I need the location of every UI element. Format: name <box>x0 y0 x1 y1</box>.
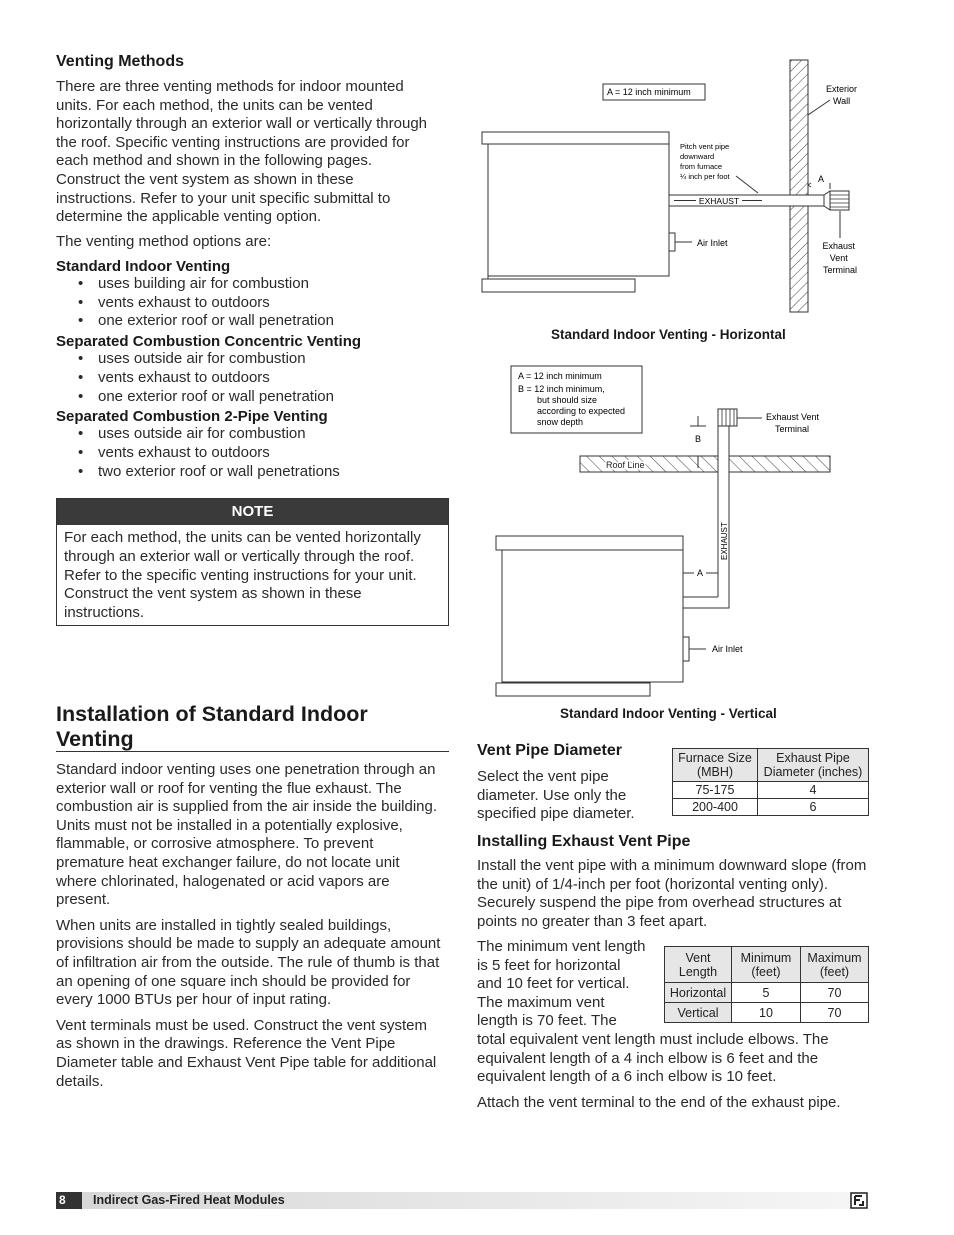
method-title: Standard Indoor Venting <box>56 258 231 275</box>
method-bullet: • two exterior roof or wall penetrations <box>56 463 451 482</box>
method-bullet: • uses outside air for combustion <box>56 425 451 444</box>
text-line: The maximum vent <box>477 993 605 1011</box>
exhaust-vent-pipe-p3: Attach the vent terminal to the end of the exhaust pipe. <box>477 1094 841 1111</box>
horizontal-caption: Standard Indoor Venting - Horizontal <box>551 327 786 342</box>
table-header: Minimum (feet) <box>732 947 801 983</box>
table-header: Vent Length <box>665 947 732 983</box>
table-cell: 200-400 <box>673 799 758 816</box>
footer-title: Indirect Gas-Fired Heat Modules <box>93 1193 285 1207</box>
table-header: Furnace Size (MBH) <box>673 749 758 782</box>
table-header: Maximum (feet) <box>801 947 869 983</box>
note-box <box>56 498 449 626</box>
method-bullet: • vents exhaust to outdoors <box>56 444 451 463</box>
furnace-body <box>502 550 683 682</box>
callout-text: A = 12 inch minimum B = 12 inch minimum, but should size according to expected snow depth <box>518 371 626 427</box>
venting-methods-heading: Venting Methods <box>56 53 184 70</box>
exhaust-pipe <box>718 426 729 608</box>
terminal-label: Exhaust Vent Terminal <box>822 241 858 275</box>
exhaust-vent-pipe-p2-lines <box>477 938 662 1031</box>
installation-heading: Installation of Standard Indoor Venting <box>56 702 368 751</box>
exhaust-label: EXHAUST <box>698 196 740 206</box>
table-row <box>673 799 869 816</box>
roof-line-label: Roof Line <box>606 460 645 470</box>
table-cell: 70 <box>801 1003 869 1023</box>
vent-length-table <box>664 946 869 1023</box>
exhaust-label: EXHAUST <box>720 522 729 560</box>
vent-pipe-diameter-text: Select the vent pipe diameter. Use only the specified pipe diameter. <box>477 768 635 823</box>
air-inlet-label: Air Inlet <box>697 238 728 248</box>
furnace-top <box>482 132 669 144</box>
method-bullet: • one exterior roof or wall penetration <box>56 312 451 331</box>
air-inlet-label: Air Inlet <box>712 644 743 654</box>
table-cell: 6 <box>758 799 869 816</box>
pitch-note: Pitch vent pipe downward from furnace ¼ inch per foot <box>680 142 730 181</box>
method-bullet: • vents exhaust to outdoors <box>56 369 451 388</box>
dim-a-label: A <box>818 174 825 184</box>
table-cell: 10 <box>732 1003 801 1023</box>
table-cell: 4 <box>758 782 869 799</box>
exhaust-vent-pipe-p1: Install the vent pipe with a minimum downward slope (from the unit) of 1/4-inch per foot (horizontal venting only). Securely suspend the pipe from overhead structures at points no greater than 3 feet apart. <box>477 857 867 930</box>
text-line: The minimum vent length <box>477 938 646 955</box>
method-bullet: • uses outside air for combustion <box>56 350 451 369</box>
vertical-caption: Standard Indoor Venting - Vertical <box>560 706 777 721</box>
table-row <box>665 983 869 1003</box>
table-header-row <box>673 749 869 782</box>
dim-b-label: B <box>695 434 702 444</box>
furnace-base <box>496 683 650 696</box>
method-bullet: • one exterior roof or wall penetration <box>56 388 451 407</box>
dim-a-label: A <box>697 568 704 578</box>
vertical-venting-diagram <box>490 360 850 705</box>
table-header: Exhaust Pipe Diameter (inches) <box>758 749 869 782</box>
page-number: 8 <box>56 1192 82 1209</box>
note-text: For each method, the units can be vented horizontally through an exterior wall or vertically through the roof. Refer to the specific venting instructions for your unit. Construct the vent system as shown in these instructions. <box>64 529 421 622</box>
installation-body <box>56 761 443 1091</box>
horizontal-venting-diagram <box>470 55 890 325</box>
furnace-base <box>482 279 635 292</box>
table-cell: 75-175 <box>673 782 758 799</box>
venting-methods-intro: There are three venting methods for indoor mounted units. For each method, the units can be vented horizontally through an exterior wall or vertically through the roof. Specific venting instructions are provided for each method and shown in the following pages. Construct the vent system as shown in these instructions. Refer to your unit specific submittal to determine the applicable venting option. <box>56 78 428 226</box>
table-row <box>673 782 869 799</box>
table-header-row <box>665 947 869 983</box>
method-bullet: • uses building air for combustion <box>56 275 451 294</box>
text-line: is 5 feet for horizontal <box>477 956 621 974</box>
installation-paragraph: Standard indoor venting uses one penetration through an exterior wall or roof for venting the flue exhaust. The combustion air is supplied from the air inside the building. Units must not be installed in a potentially explosive, flammable, or corrosive atmosphere. To prevent premature heat exchanger failure, do not locate unit where chlorinated, halogenated or acid vapors are present. <box>56 761 438 909</box>
brand-logo-icon <box>850 1192 868 1209</box>
furnace-body <box>488 144 669 276</box>
furnace-top <box>496 536 683 550</box>
table-cell: 5 <box>732 983 801 1003</box>
table-cell: Horizontal <box>665 983 732 1003</box>
exterior-wall-label: Exterior Wall <box>826 84 858 106</box>
exhaust-vent-pipe-p2-rest: total equivalent vent length must include elbows. The equivalent length of a 4 inch elbow is 6 feet and the equivalent length of a 6 inch elbow is 10 feet. <box>477 1031 829 1086</box>
method-bullet: • vents exhaust to outdoors <box>56 294 451 313</box>
installation-paragraph: When units are installed in tightly sealed buildings, provisions should be made to supply an adequate amount of infiltration air from the outside. The rule of thumb is that an opening of one square inch should be provided for every 1000 BTUs per hour of input rating. <box>56 916 441 1009</box>
vent-pipe-diameter-table <box>672 748 869 816</box>
exhaust-vent-pipe-heading: Installing Exhaust Vent Pipe <box>477 833 691 850</box>
table-cell: 70 <box>801 983 869 1003</box>
venting-method-list <box>56 258 451 481</box>
terminal-label: Exhaust Vent Terminal <box>766 412 820 434</box>
venting-options-intro: The venting method options are: <box>56 233 272 250</box>
text-line: and 10 feet for vertical. <box>477 975 630 993</box>
exterior-wall <box>790 60 808 312</box>
table-row <box>665 1003 869 1023</box>
method-title: Separated Combustion Concentric Venting <box>56 333 362 351</box>
text-line: length is 70 feet. The <box>477 1012 617 1030</box>
vent-pipe-diameter-heading: Vent Pipe Diameter <box>477 742 622 759</box>
installation-paragraph: Vent terminals must be used. Construct the vent system as shown in the drawings. Reference the Vent Pipe Diameter table and Exhaust Vent Pipe table for additional details. <box>56 1016 437 1090</box>
callout-text: A = 12 inch minimum <box>607 87 691 97</box>
heading-rule <box>56 751 449 752</box>
note-heading: NOTE <box>57 499 448 525</box>
table-cell: Vertical <box>665 1003 732 1023</box>
method-title: Separated Combustion 2-Pipe Venting <box>56 408 328 426</box>
